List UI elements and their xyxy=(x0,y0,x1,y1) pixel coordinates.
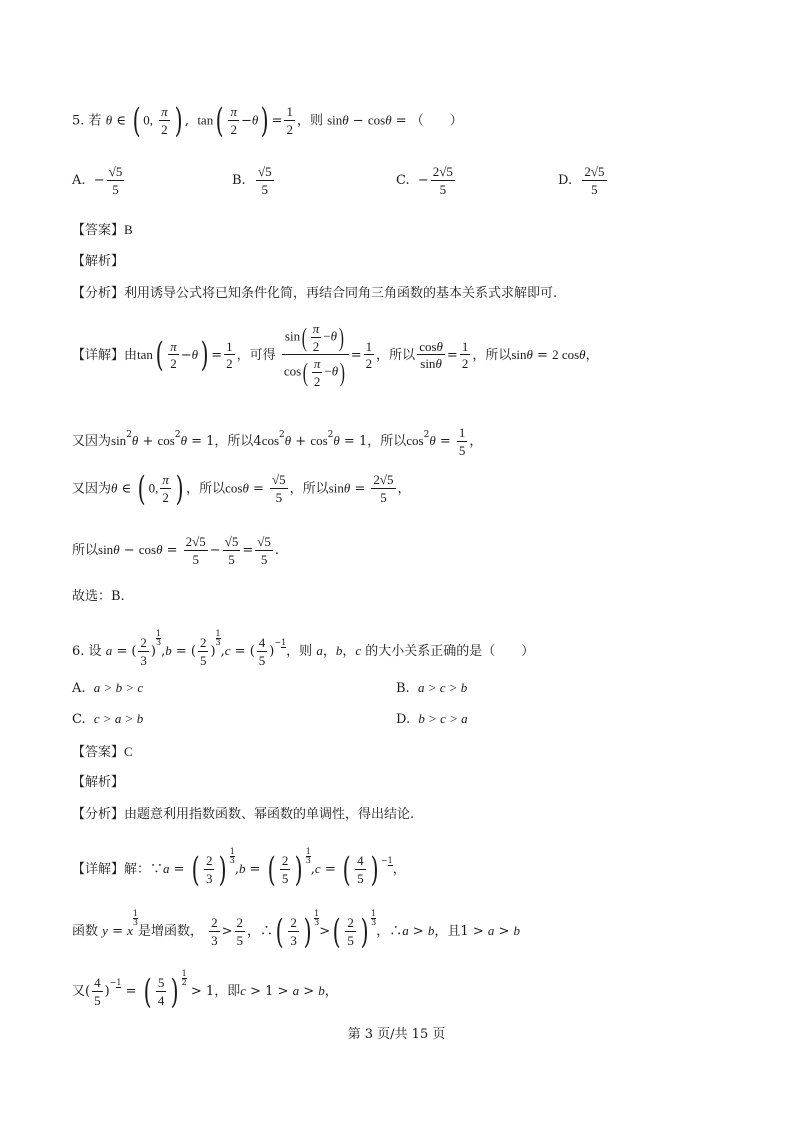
q6-stem: 6. 设 a = ( $\frac{2}{3}$ ) $\frac{1}{3}$ ,b = ( $\frac{2}{5}$ ) $\frac{1}{3}$ ,c = ( $\frac{4}{5}$ )−1，则 a，b，c 的大小关系正确的是（ ） xyxy=(72,629,535,668)
q5-detail-line4: 所以sinθ − cosθ = $\frac{2√5}{5}$ − $\frac{√5}{5}$ = $\frac{√5}{5}$ . xyxy=(72,534,280,567)
q5-detail-line3: 又因为θ ∈ ( 0, $\frac{\pi}{2}$ ) ，所以cosθ = $\frac{√5}{5}$ ，所以sinθ = $\frac{2√5}{5}$ ， xyxy=(72,469,411,509)
q5-option-b: B. $\frac{√5}{5}$ xyxy=(232,164,272,197)
q6-number: 6. 设 xyxy=(72,644,102,659)
q6-option-d: D. b > c > a xyxy=(396,711,468,727)
q5-paren: （ ） xyxy=(410,113,463,129)
q5-analysis-tag: 【解析】 xyxy=(72,254,125,269)
q5-option-d: D. $\frac{2√5}{5}$ xyxy=(558,164,605,197)
q6-option-a: A. a > b > c xyxy=(72,680,144,696)
page-footer: 第 3 页/共 15 页 xyxy=(347,1027,446,1042)
q6-option-b: B. a > c > b xyxy=(396,680,468,696)
q6-detail-line1: 【详解】解：∵a = ( $\frac{2}{3}$ ) $\frac{1}{3}$ ,b = ( $\frac{2}{5}$ ) $\frac{1}{3}$ ,c = ( $\frac{4}{5}$ ) −1， xyxy=(72,847,406,890)
q5-option-c: C. − $\frac{2√5}{5}$ xyxy=(396,164,453,197)
q6-fenxi: 【分析】由题意利用指数函数、幂函数的单调性，得出结论. xyxy=(72,807,415,822)
q5-detail-line1: 【详解】由tan( $\frac{\pi}{2}$ −θ) = $\frac{1}{2}$ ，可得 sin( $\frac{\pi}{2}$ −θ) cos( $\frac{\pi}{2}$ −θ) = $\frac{1}{2}$ ，所以 $\frac{\cos\theta}{\sin\theta}$ = $\frac{1}{2}$ ，所以sinθ = 2 cosθ， xyxy=(72,321,599,389)
q5-conclude: 故选：B. xyxy=(72,589,125,604)
q5-detail-line2: 又因为$\sin^2\theta + \cos^2\theta = 1$，所以$4\cos^2\theta + \cos^2\theta = 1$，所以$\cos^2\theta$ = $\frac{1}{5}$ ， xyxy=(72,425,483,458)
q5-answer: 【答案】B xyxy=(72,222,133,238)
q6-option-c: C. c > a > b xyxy=(72,711,144,727)
q6-detail-line3: 又( $\frac{4}{5}$ )−1 = ( $\frac{5}{4}$ ) $\frac{1}{2}$ > 1，即c > 1 > a > b， xyxy=(72,969,338,1012)
q5-fenxi: 【分析】利用诱导公式将已知条件化简，再结合同角三角函数的基本关系式求解即可. xyxy=(72,286,558,301)
q6-answer: 【答案】C xyxy=(72,744,133,760)
q5-stem: 5. 若 θ ∈ ( 0, $\frac{\pi}{2}$ ) , tan( $\frac{\pi}{2}$ −θ) = $\frac{1}{2}$ ，则 sinθ − cosθ = （ ） xyxy=(72,101,463,141)
q5-number: 5. 若 xyxy=(72,113,102,129)
q6-detail-line2: 函数 y = x $\frac{1}{3}$ 是增函数， $\frac{2}{3}$ > $\frac{2}{5}$ ，∴( $\frac{2}{3}$ ) $\frac{1}{3}$ >( $\frac{2}{5}$ ) $\frac{1}{3}$ ，∴a > b，且1 > a > b xyxy=(72,909,521,952)
q5-option-a: A. − $\frac{√5}{5}$ xyxy=(72,164,123,197)
q6-analysis-tag: 【解析】 xyxy=(72,775,125,790)
